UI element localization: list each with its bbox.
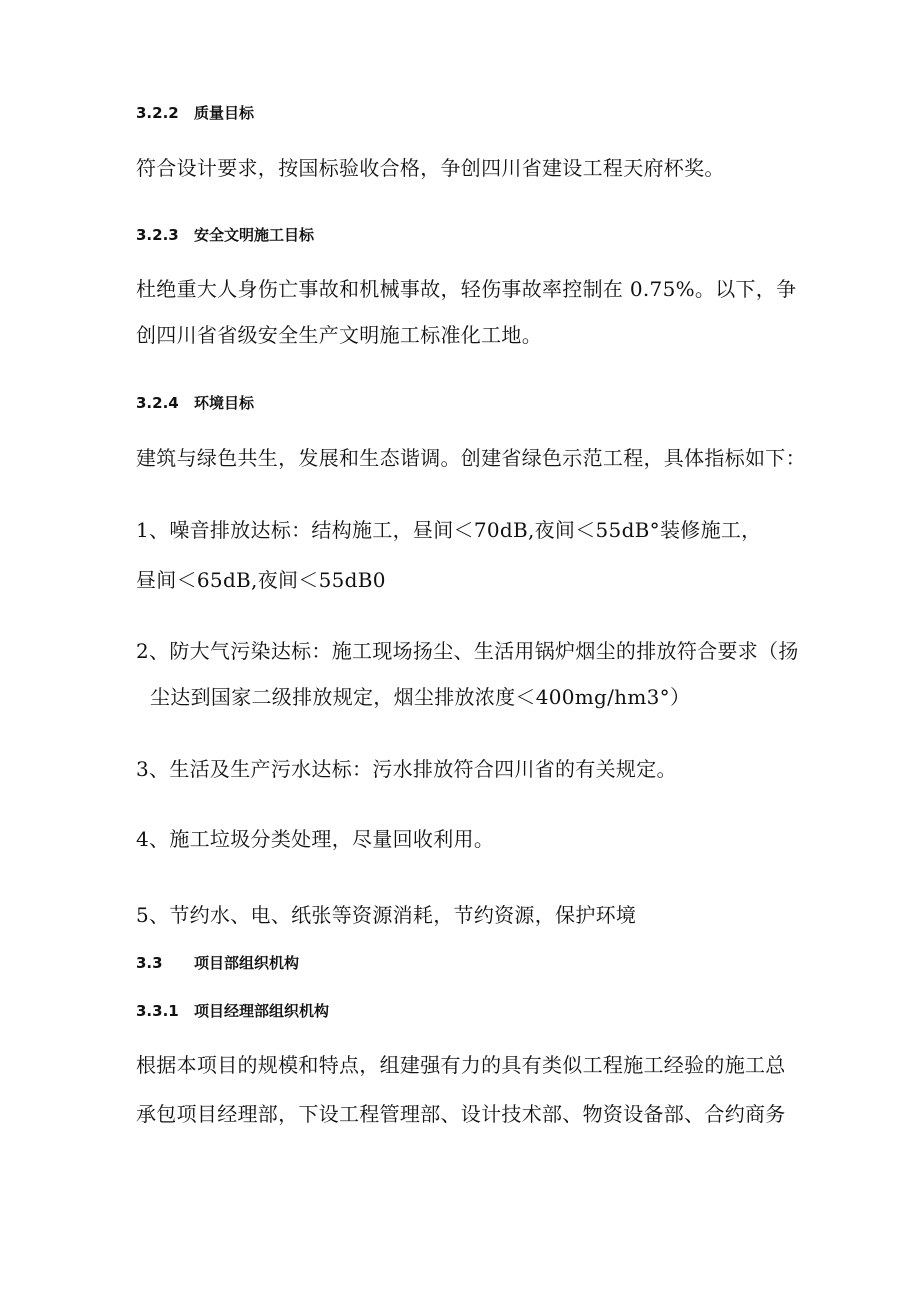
- list-item-4: 4、施工垃圾分类处理，尽量回收利用。: [136, 827, 495, 851]
- list-item-2-line2: 尘达到国家二级排放规定，烟尘排放浓度＜400mg∕hm3°）: [150, 685, 691, 709]
- heading-number: 3.2.4: [136, 394, 179, 412]
- list-item-3: 3、生活及生产污水达标：污水排放符合四川省的有关规定。: [136, 757, 677, 781]
- paragraph-environment-goal: 建筑与绿色共生，发展和生态谐调。创建省绿色示范工程，具体指标如下：: [136, 446, 806, 470]
- heading-3-3-1: [136, 1001, 329, 1021]
- heading-number: 3.3.1: [136, 1002, 179, 1020]
- heading-3-2-3: [136, 225, 314, 245]
- heading-number: 3.3: [136, 954, 163, 972]
- paragraph-safety-goal-line2: 创四川省省级安全生产文明施工标准化工地。: [136, 323, 542, 347]
- paragraph-org-line2: 承包项目经理部，下设工程管理部、设计技术部、物资设备部、合约商务: [136, 1102, 786, 1126]
- heading-3-2-4: [136, 393, 254, 413]
- paragraph-safety-goal-line1: 杜绝重大人身伤亡事故和机械事故，轻伤事故率控制在 0.75%。以下，争: [136, 277, 797, 301]
- heading-title: 项目部组织机构: [194, 954, 300, 972]
- heading-number: 3.2.3: [136, 226, 179, 244]
- list-item-5: 5、节约水、电、纸张等资源消耗，节约资源，保护环境: [136, 903, 637, 927]
- paragraph-org-line1: 根据本项目的规模和特点，组建强有力的具有类似工程施工经验的施工总: [136, 1053, 786, 1077]
- list-item-1-line2: 昼间＜65dB,夜间＜55dB0: [136, 568, 386, 592]
- heading-3-2-2: [136, 103, 254, 123]
- heading-title: 环境目标: [194, 394, 255, 412]
- heading-title: 安全文明施工目标: [194, 226, 315, 244]
- heading-title: 质量目标: [194, 104, 255, 122]
- heading-3-3: [136, 953, 299, 973]
- heading-title: 项目经理部组织机构: [194, 1002, 330, 1020]
- paragraph-quality-goal: 符合设计要求，按国标验收合格，争创四川省建设工程天府杯奖。: [136, 156, 725, 180]
- list-item-2-line1: 2、防大气污染达标：施工现场扬尘、生活用锅炉烟尘的排放符合要求（扬: [136, 639, 799, 663]
- heading-number: 3.2.2: [136, 104, 179, 122]
- list-item-1-line1: 1、噪音排放达标：结构施工，昼间＜70dB,夜间＜55dB°装修施工，: [136, 518, 762, 542]
